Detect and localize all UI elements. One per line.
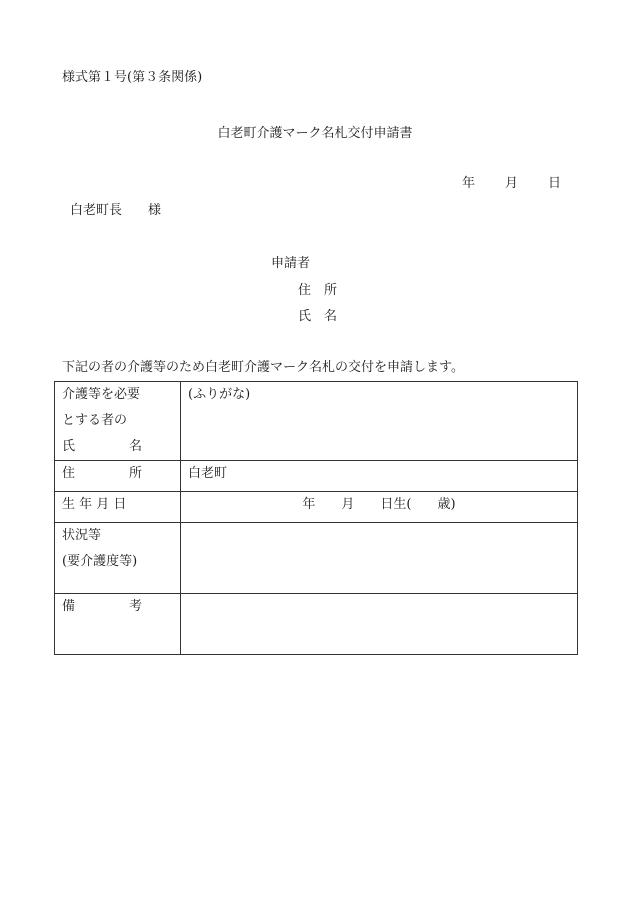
application-table: [54, 381, 578, 655]
status-label-line1: 状況等: [62, 528, 102, 543]
remarks-label-cell: [55, 594, 181, 655]
name-label-line3: [62, 434, 142, 460]
applicant-address-label: 住 所: [298, 283, 338, 298]
remarks-value-cell[interactable]: [181, 594, 578, 655]
name-value-cell[interactable]: [181, 382, 578, 461]
table-row-address: [55, 461, 578, 492]
status-label-line2: (要介護度等): [62, 554, 138, 569]
address-label-char1: 住: [62, 466, 76, 481]
address-label-char2: 所: [128, 466, 142, 481]
date-line: [462, 176, 561, 192]
address-label-cell: [55, 461, 181, 492]
page-title: 白老町介護マーク名札交付申請書: [217, 126, 413, 141]
date-month: 月: [505, 176, 519, 191]
applicant-name-label: 氏 名: [298, 309, 338, 324]
address-value-cell[interactable]: 白老町: [181, 461, 578, 492]
table-row-remarks: [55, 594, 578, 655]
applicant-label: 申請者: [271, 256, 311, 271]
date-year: 年: [462, 176, 476, 191]
table-row-name: [55, 382, 578, 461]
birthdate-value-cell[interactable]: 年 月 日生( 歳): [181, 492, 578, 523]
name-label-char2: 名: [128, 439, 142, 454]
name-label-cell: [55, 382, 181, 461]
name-label-line2: とする者の: [62, 413, 128, 428]
form-number: 様式第１号(第３条関係): [62, 70, 203, 85]
birthdate-label-cell: 生 年 月 日: [55, 492, 181, 523]
date-day: 日: [548, 176, 562, 191]
addressee: 白老町長 様: [70, 203, 162, 218]
remarks-label-char2: 考: [128, 599, 142, 614]
table-row-birthdate: [55, 492, 578, 523]
name-label-char1: 氏: [62, 439, 76, 454]
intro-text: 下記の者の介護等のため白老町介護マーク名札の交付を申請します。: [62, 360, 464, 375]
remarks-label-char1: 備: [62, 599, 76, 614]
furigana-label: (ふりがな): [188, 387, 251, 402]
status-label-cell: [55, 523, 181, 594]
status-value-cell[interactable]: [181, 523, 578, 594]
name-label-line1: 介護等を必要: [62, 387, 141, 402]
table-row-status: [55, 523, 578, 594]
